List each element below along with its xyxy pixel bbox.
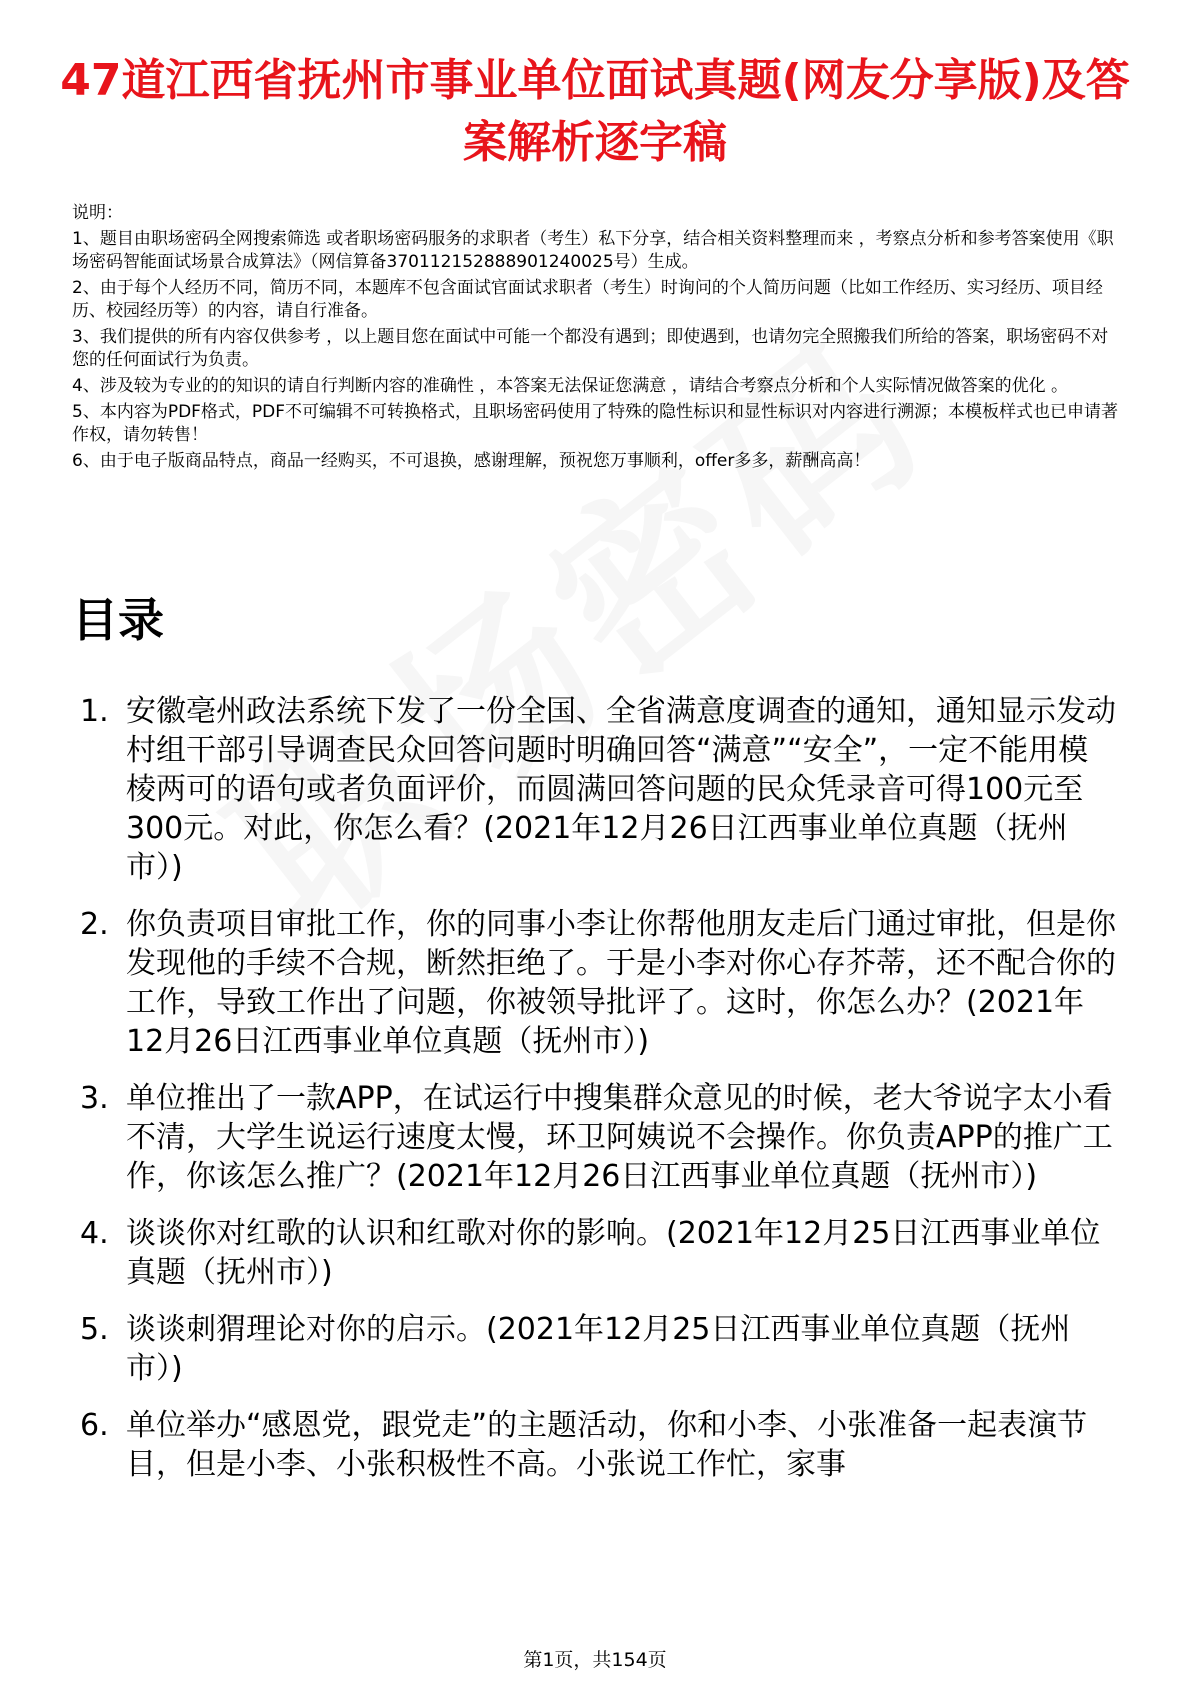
note-item: 4、涉及较为专业的的知识的请自行判断内容的准确性 ，本答案无法保证您满意 ，请结合考察点分析和个人实际情况做答案的优化 。 xyxy=(72,376,1069,396)
document-title: 47道江西省抚州市事业单位面试真题(网友分享版)及答案解析逐字稿 xyxy=(60,55,1130,168)
toc-item-number: 4. xyxy=(80,1216,109,1251)
toc-list xyxy=(72,692,1117,1502)
note-item: 3、我们提供的所有内容仅供参考 ，以上题目您在面试中可能一个都没有遇到；即使遇到，也请勿完全照搬我们所给的答案，职场密码不对您的任何面试行为负责。 xyxy=(72,327,1109,370)
toc-item-text: 谈谈你对红歌的认识和红歌对你的影响。(2021年12月25日江西事业单位真题（抚州市）) xyxy=(126,1216,1101,1290)
toc-item[interactable] xyxy=(72,905,1117,1061)
toc-item[interactable] xyxy=(72,1310,1117,1388)
notes-heading: 说明： xyxy=(72,203,123,223)
notes-section xyxy=(72,202,1122,476)
toc-heading: 目录 xyxy=(72,593,164,647)
toc-item-number: 2. xyxy=(80,907,109,942)
note-item: 6、由于电子版商品特点，商品一经购买，不可退换，感谢理解，预祝您万事顺利，offer多多，薪酬高高！ xyxy=(72,451,871,471)
toc-item-text: 安徽亳州政法系统下发了一份全国、全省满意度调查的通知，通知显示发动村组干部引导调查民众回答问题时明确回答“满意”“安全”，一定不能用模棱两可的语句或者负面评价，而圆满回答问题的民众凭录音可得100元至300元。对此，你怎么看？(2021年12月26日江西事业单位真题（抚州市）) xyxy=(126,694,1116,885)
toc-item-text: 你负责项目审批工作，你的同事小李让你帮他朋友走后门通过审批，但是你发现他的手续不合规，断然拒绝了。于是小李对你心存芥蒂，还不配合你的工作，导致工作出了问题，你被领导批评了。这时，你怎么办？(2021年12月26日江西事业单位真题（抚州市）) xyxy=(126,907,1116,1059)
note-item: 2、由于每个人经历不同，简历不同，本题库不包含面试官面试求职者（考生）时询问的个人简历问题（比如工作经历、实习经历、项目经历、校园经历等）的内容，请自行准备。 xyxy=(72,278,1103,321)
page-footer: 第1页，共154页 xyxy=(0,1648,1190,1672)
toc-item-number: 6. xyxy=(80,1408,109,1443)
note-item: 1、题目由职场密码全网搜索筛选 或者职场密码服务的求职者（考生）私下分享，结合相关资料整理而来 ，考察点分析和参考答案使用《职场密码智能面试场景合成算法》（网信算备370112152888901240025号）生成。 xyxy=(72,229,1114,272)
toc-item[interactable] xyxy=(72,1406,1117,1484)
note-item: 5、本内容为PDF格式，PDF不可编辑不可转换格式，且职场密码使用了特殊的隐性标识和显性标识对内容进行溯源；本模板样式也已申请著作权，请勿转售！ xyxy=(72,402,1119,445)
toc-item[interactable] xyxy=(72,1079,1117,1196)
toc-item-number: 3. xyxy=(80,1081,109,1116)
toc-item-text: 单位推出了一款APP，在试运行中搜集群众意见的时候，老大爷说字太小看不清，大学生说运行速度太慢，环卫阿姨说不会操作。你负责APP的推广工作，你该怎么推广？(2021年12月26日江西事业单位真题（抚州市）) xyxy=(126,1081,1113,1194)
toc-item[interactable] xyxy=(72,1214,1117,1292)
toc-item[interactable] xyxy=(72,692,1117,887)
toc-item-number: 1. xyxy=(80,694,109,729)
toc-item-number: 5. xyxy=(80,1312,109,1347)
toc-item-text: 谈谈刺猬理论对你的启示。(2021年12月25日江西事业单位真题（抚州市）) xyxy=(126,1312,1071,1386)
toc-item-text: 单位举办“感恩党，跟党走”的主题活动，你和小李、小张准备一起表演节目，但是小李、小张积极性不高。小张说工作忙，家事 xyxy=(126,1408,1088,1482)
